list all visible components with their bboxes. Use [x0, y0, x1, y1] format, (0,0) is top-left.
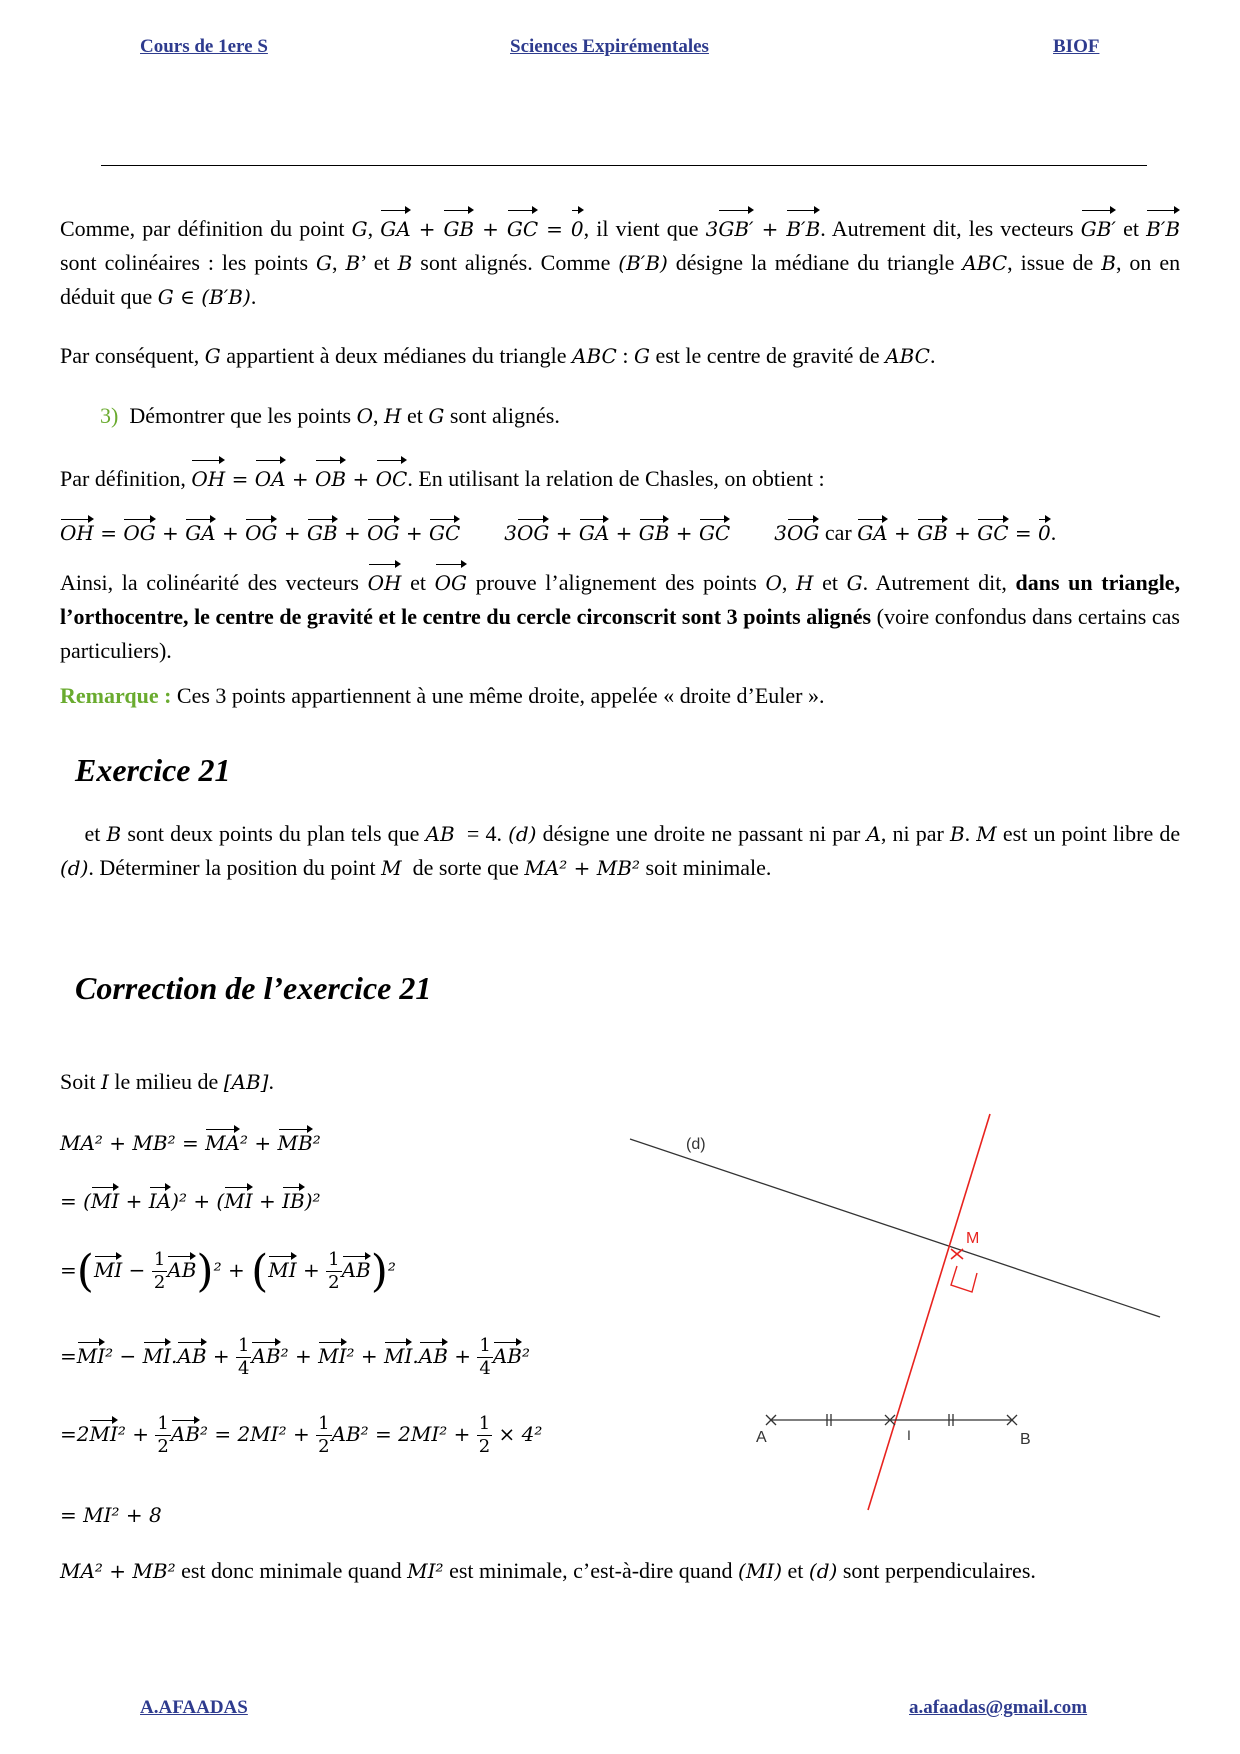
paragraph-median-proof: Comme, par définition du point G, GA + GB + GC = 0, il vient que 3GB′ + B′B. Autrement dit, les vecteurs GB′ et B′B sont colinéaires : les points G, B’ et B sont alignés. Comme (B′B) désigne la médiane du triangle ABC, issue de B, on en déduit que G ∈ (B′B).	[60, 208, 1180, 314]
equation-line-1: MA² + MB² = MA² + MB²	[60, 1127, 321, 1156]
label-d: (d)	[686, 1136, 706, 1153]
geometry-figure	[620, 1110, 1170, 1520]
paragraph-gravity-center: Par conséquent, G appartient à deux médianes du triangle ABC : G est le centre de gravité de ABC.	[60, 343, 936, 368]
equation-line-2: = (MI + IA)² + (MI + IB)²	[60, 1185, 321, 1214]
remark: Remarque : Ces 3 points appartiennent à une même droite, appelée « droite d’Euler ».	[60, 683, 825, 708]
line-d	[630, 1139, 1160, 1317]
label-b: B	[1020, 1431, 1031, 1448]
correction-intro: Soit I le milieu de [AB].	[60, 1069, 274, 1094]
equation-line-6: = MI² + 8	[60, 1503, 162, 1527]
equation-chasles: OH = OG + GA + OG + GB + OG + GC 3OG + GA + GB + GC 3OG car GA + GB + GC = 0.	[60, 517, 1056, 546]
question-3: 3) Démontrer que les points O, H et G sont alignés.	[100, 403, 560, 428]
footer-email[interactable]: a.afaadas@gmail.com	[909, 1697, 1088, 1718]
correction-conclusion: MA² + MB² est donc minimale quand MI² est minimale, c’est-à-dire quand (MI) et (d) sont perpendiculaires.	[60, 1558, 1036, 1583]
label-i: I	[907, 1427, 911, 1443]
equation-line-4: =MI² − MI.AB + $\frac{1}{4}$ AB² + MI² + MI.AB + $\frac{1}{4}$ AB²	[60, 1335, 531, 1379]
correction-title: Correction de l’exercice 21	[75, 970, 432, 1006]
footer-author[interactable]: A.AFAADAS	[140, 1697, 248, 1718]
label-a: A	[756, 1429, 767, 1446]
paragraph-definition-oh: Par définition, OH = OA + OB + OC. En utilisant la relation de Chasles, on obtient :	[60, 458, 1180, 496]
equation-line-5: =2MI² + $\frac{1}{2}$ AB² = 2MI² + $\frac{1}{2}$ AB² = 2MI² + $\frac{1}{2}$ × 4²	[60, 1413, 543, 1457]
exercise-title: Exercice 21	[75, 752, 231, 788]
right-angle-mark	[951, 1266, 977, 1292]
remark-label: Remarque :	[60, 683, 172, 708]
exercise-statement: et B sont deux points du plan tels que AB = 4. (d) désigne une droite ne passant ni par A, ni par B. M est un point libre de (d). Déterminer la position du point M de sorte que MA² + MB² soit minimale.	[60, 821, 1181, 880]
question-number: 3)	[100, 403, 119, 428]
paragraph-euler-conclusion: Ainsi, la colinéarité des vecteurs OH et OG prouve l’alignement des points O, H et G. Autrement dit, dans un triangle, l’orthocentre, le centre de gravité et le centre du cercle circonscrit sont 3 points alignés (voire confondus dans certains cas particuliers).	[60, 562, 1180, 668]
label-m: M	[966, 1230, 980, 1247]
header-subject[interactable]: Sciences Expirémentales	[510, 36, 709, 57]
line-mi	[868, 1114, 990, 1510]
header-section[interactable]: BIOF	[1053, 36, 1100, 57]
header-divider	[101, 165, 1147, 166]
header-course[interactable]: Cours de 1ere S	[140, 36, 268, 57]
equation-line-3: =(MI − $\frac{1}{2}$ AB)² + (MI + $\frac{1}{2}$ AB)²	[60, 1246, 396, 1297]
